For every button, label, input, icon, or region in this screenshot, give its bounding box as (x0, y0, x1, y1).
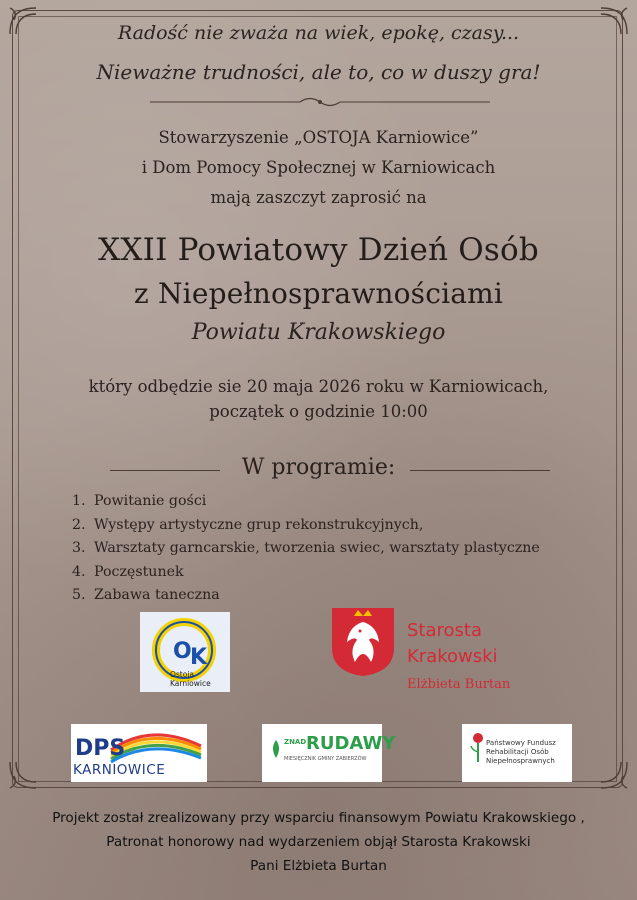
ornament-divider (150, 94, 490, 110)
program-list (72, 490, 540, 608)
znad-rudawy-logo (262, 724, 396, 782)
organizer-line-3: mają zaszczyt zaprosić na (210, 188, 427, 207)
organizer-line-2: i Dom Pomocy Społecznej w Karniowicach (141, 158, 496, 177)
znad-label: ZNAD (284, 738, 307, 746)
corner-ornament-icon (6, 758, 40, 792)
svg-text:O: O (173, 639, 192, 664)
rudawy-label: RUDAWY (306, 733, 396, 754)
motto-line-1: Radość nie zważa na wiek, epokę, czasy... (117, 22, 520, 44)
ostoja-label-2: Karniowice (170, 679, 211, 688)
pfron-line-3: Niepełnosprawnych (486, 757, 555, 765)
starosta-line-2: Krakowski (407, 646, 498, 667)
program-item: 5. Zabawa taneczna (72, 587, 220, 603)
event-details-line-2: początek o godzinie 10:00 (209, 402, 428, 421)
corner-ornament-icon (597, 758, 631, 792)
rudawy-tagline: MIESIĘCZNIK GMINY ZABIERZÓW (284, 756, 367, 762)
dps-label: DPS (75, 736, 126, 761)
event-title-line-2: z Niepełnosprawnościami (133, 277, 504, 310)
program-item: 3. Warsztaty garncarskie, tworzenia swiec, warsztaty plastyczne (72, 540, 540, 556)
leaf-icon (270, 740, 282, 758)
ostoja-logo (140, 612, 230, 692)
svg-text:K: K (190, 645, 208, 670)
flower-icon (470, 732, 486, 762)
program-heading: W programie: (241, 455, 396, 480)
motto-line-2: Nieważne trudności, ale to, co w duszy gra! (96, 60, 541, 84)
footer-line-2: Patronat honorowy nad wydarzeniem objął Starosta Krakowski (106, 834, 531, 850)
starosta-name: Elżbieta Burtan (407, 677, 511, 692)
event-title-line-3: Powiatu Krakowskiego (191, 320, 446, 345)
organizer-line-1: Stowarzyszenie „OSTOJA Karniowice” (158, 128, 479, 147)
starosta-line-1: Starosta (407, 620, 482, 641)
program-item: 4. Poczęstunek (72, 563, 184, 580)
program-item: 2. Występy artystyczne grup rekonstrukcyjnych, (72, 516, 424, 533)
footer-line-3: Pani Elżbieta Burtan (250, 858, 387, 874)
event-title-line-1: XXII Powiatowy Dzień Osób (98, 232, 539, 268)
footer-line-1: Projekt został zrealizowany przy wsparciu finansowym Powiatu Krakowskiego , (52, 810, 585, 826)
dps-label-2: KARNIOWICE (73, 762, 166, 778)
pfron-line-2: Rehabilitacji Osób (486, 748, 549, 756)
pfron-line-1: Państwowy Fundusz (486, 739, 556, 747)
program-item: 1. Powitanie gości (72, 493, 207, 509)
dps-logo (71, 724, 207, 782)
pfron-logo (462, 724, 572, 782)
eagle-crest-icon (330, 606, 396, 678)
event-details-line-1: który odbędzie sie 20 maja 2026 roku w Karniowicach, (88, 377, 549, 396)
ostoja-label: Ostoja (170, 670, 195, 679)
